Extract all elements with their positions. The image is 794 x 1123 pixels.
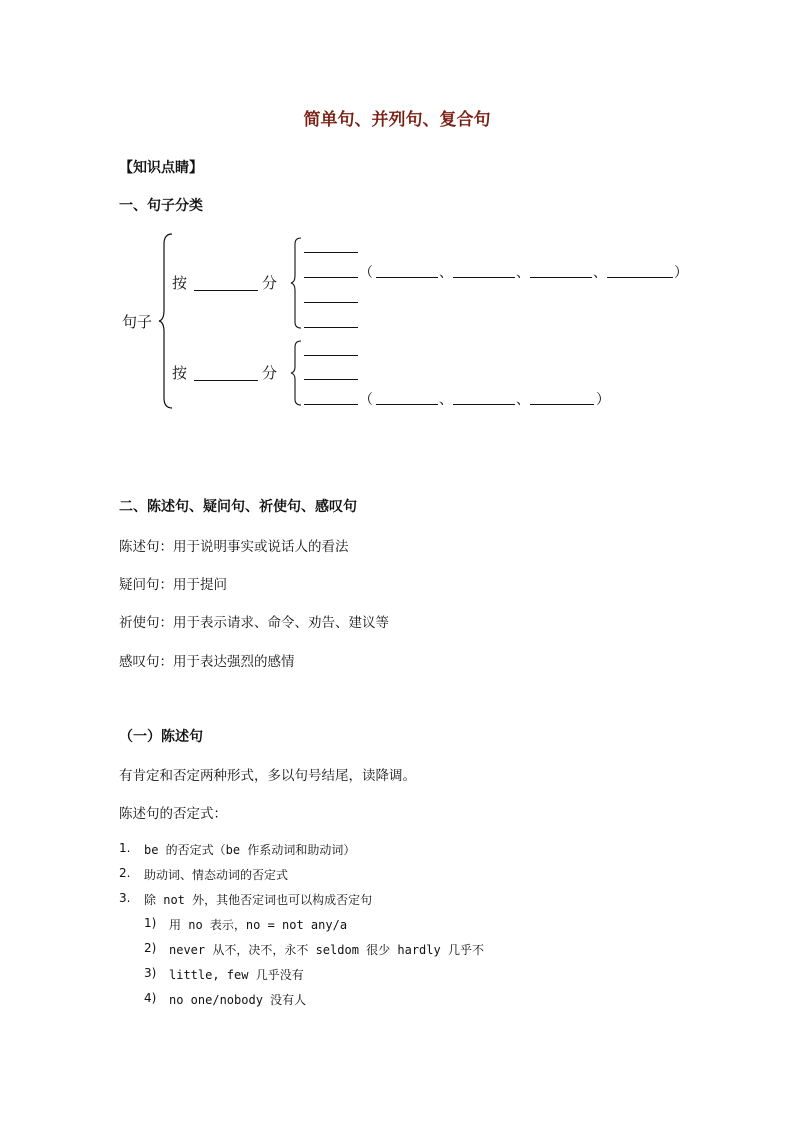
section-heading-classification: 一、句子分类 bbox=[119, 198, 203, 214]
branch2-sub3-blank bbox=[530, 404, 594, 405]
branch1-suffix: 分 bbox=[262, 274, 278, 292]
branch2-sub2-blank bbox=[453, 404, 515, 405]
branch2-brace-icon bbox=[289, 339, 303, 407]
branch1-criterion-blank bbox=[194, 290, 258, 291]
definition-declarative: 陈述句：用于说明事实或说话人的看法 bbox=[119, 539, 349, 555]
branch2-criterion-blank bbox=[194, 380, 258, 381]
section-heading-declarative: （一）陈述句 bbox=[119, 729, 203, 745]
definition-exclamatory: 感叹句：用于表达强烈的感情 bbox=[119, 654, 295, 670]
branch1-item4-blank bbox=[304, 327, 358, 328]
branch2-item3-blank bbox=[304, 404, 358, 405]
branch2-close-paren: ） bbox=[596, 392, 610, 408]
branch1-sep1: 、 bbox=[439, 265, 453, 281]
branch1-sub4-blank bbox=[607, 277, 673, 278]
definition-imperative: 祈使句：用于表示请求、命令、劝告、建议等 bbox=[119, 615, 389, 631]
branch2-open-paren: （ bbox=[359, 392, 373, 408]
branch2-sep1: 、 bbox=[439, 392, 453, 408]
sublist-item-number: 3) bbox=[144, 966, 157, 980]
list-item-text: 助动词、情态动词的否定式 bbox=[144, 868, 289, 882]
branch2-prefix: 按 bbox=[172, 364, 188, 382]
branch1-sub1-blank bbox=[376, 277, 438, 278]
list-item-number: 1. bbox=[119, 841, 131, 855]
section-heading-sentence-types: 二、陈述句、疑问句、祈使句、感叹句 bbox=[119, 499, 357, 515]
list-item-text: 除 not 外，其他否定词也可以构成否定句 bbox=[144, 893, 373, 907]
sublist-item-text: 用 no 表示，no = not any/a bbox=[169, 918, 348, 932]
sublist-item-text: no one/nobody 没有人 bbox=[169, 993, 307, 1007]
branch2-item1-blank bbox=[304, 355, 358, 356]
branch1-prefix: 按 bbox=[172, 274, 188, 292]
diagram-root-label: 句子 bbox=[122, 313, 153, 331]
branch1-item1-blank bbox=[304, 252, 358, 253]
branch1-open-paren: （ bbox=[359, 265, 373, 281]
branch2-sub1-blank bbox=[376, 404, 438, 405]
page-title: 简单句、并列句、复合句 bbox=[303, 110, 491, 130]
sublist-item-text: little, few 几乎没有 bbox=[169, 968, 304, 982]
list-item-number: 2. bbox=[119, 866, 131, 880]
negative-form-title: 陈述句的否定式： bbox=[119, 806, 227, 822]
left-brace-icon bbox=[158, 232, 174, 410]
branch2-suffix: 分 bbox=[262, 364, 278, 382]
branch1-sep2: 、 bbox=[516, 265, 530, 281]
branch1-item3-blank bbox=[304, 302, 358, 303]
branch2-sep2: 、 bbox=[516, 392, 530, 408]
sublist-item-number: 1) bbox=[144, 916, 157, 930]
branch1-brace-icon bbox=[289, 236, 303, 330]
list-item-number: 3. bbox=[119, 891, 131, 905]
branch2-item2-blank bbox=[304, 379, 358, 380]
definition-interrogative: 疑问句：用于提问 bbox=[119, 577, 227, 593]
branch1-close-paren: ） bbox=[674, 265, 688, 281]
list-item-text: be 的否定式（be 作系动词和助动词） bbox=[144, 843, 356, 857]
branch1-sub3-blank bbox=[530, 277, 592, 278]
branch1-sub2-blank bbox=[453, 277, 515, 278]
sublist-item-number: 2) bbox=[144, 941, 157, 955]
sublist-item-number: 4) bbox=[144, 991, 157, 1005]
declarative-intro: 有肯定和否定两种形式，多以句号结尾，读降调。 bbox=[119, 768, 416, 784]
sublist-item-text: never 从不，决不，永不 seldom 很少 hardly 几乎不 bbox=[169, 943, 484, 957]
branch1-item2-blank bbox=[304, 277, 358, 278]
branch1-sep3: 、 bbox=[593, 265, 607, 281]
knowledge-heading: 【知识点睛】 bbox=[119, 160, 203, 176]
